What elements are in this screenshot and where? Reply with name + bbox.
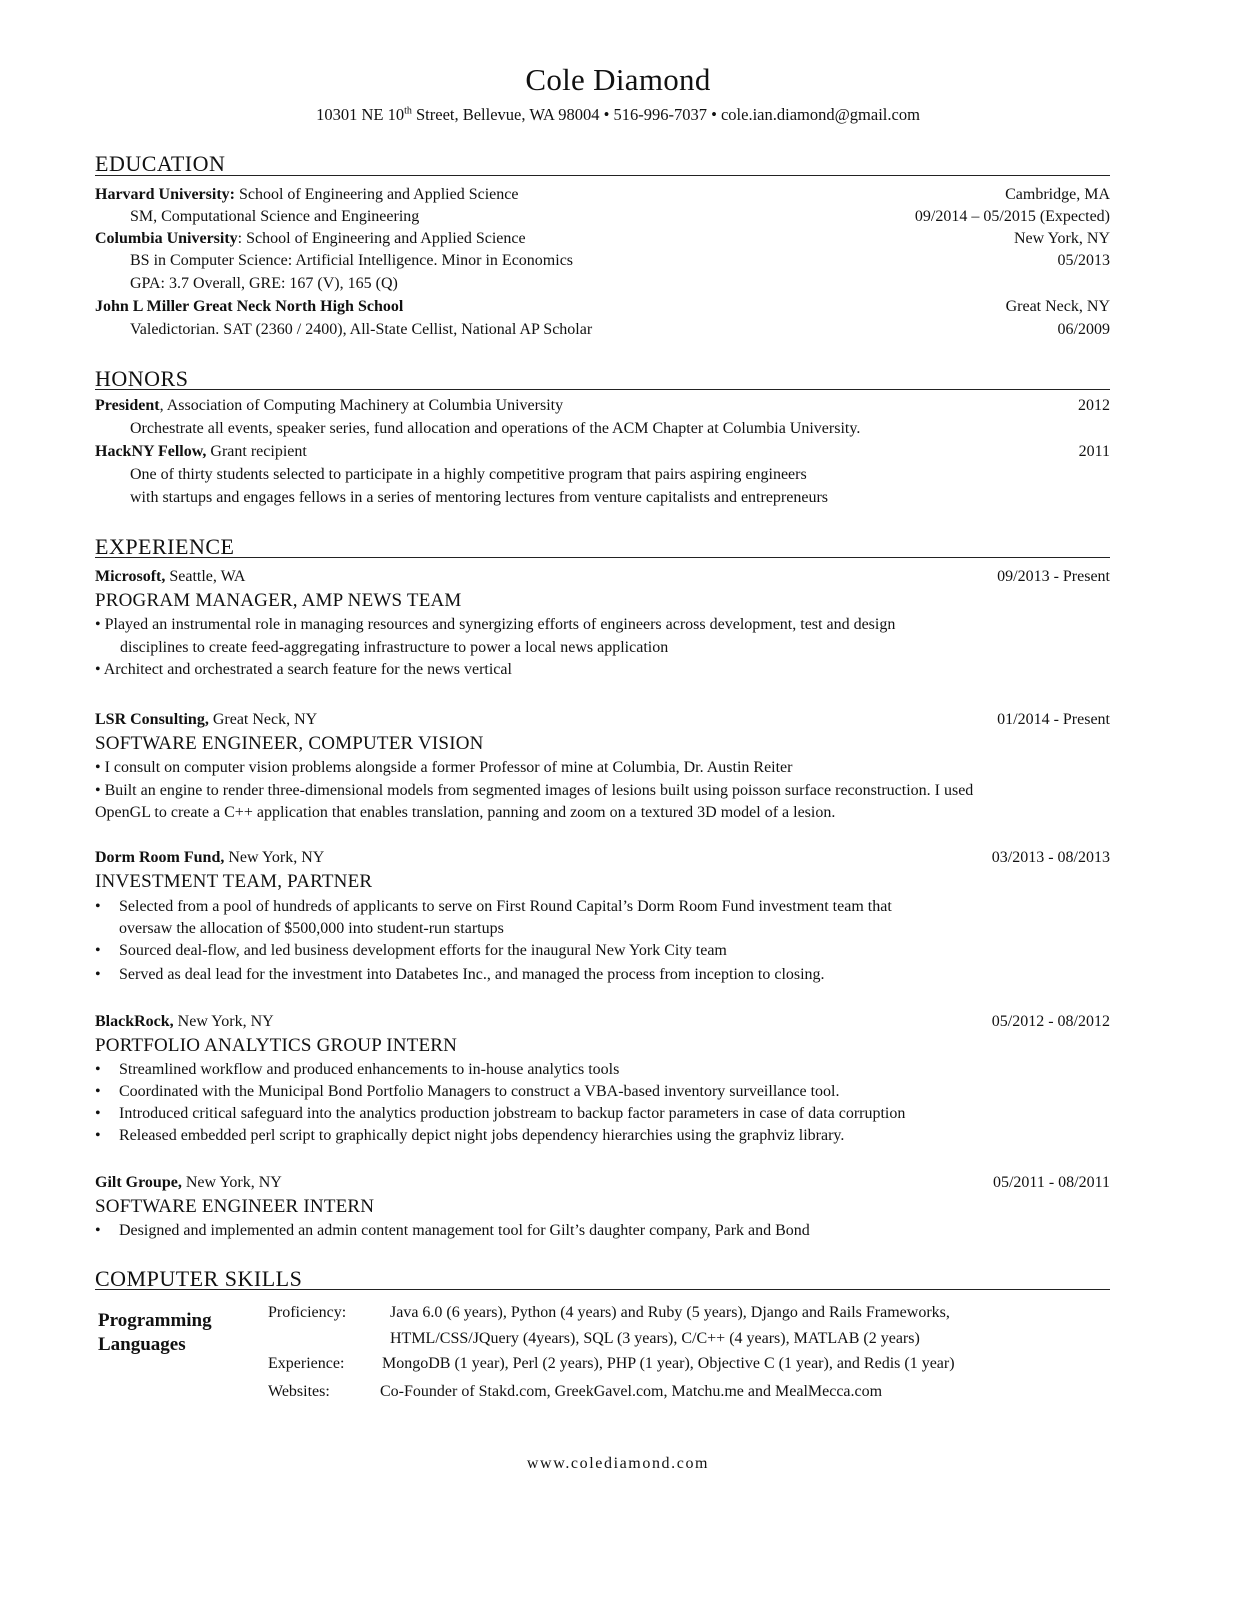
job-dates: 09/2013 - Present xyxy=(997,568,1110,585)
school-location: New York, NY xyxy=(1013,230,1110,247)
job-dates: 05/2011 - 08/2011 xyxy=(992,1174,1110,1191)
degree: BS in Computer Science: Artificial Intelligence. Minor in Economics xyxy=(130,252,574,269)
honor-president xyxy=(95,397,1110,419)
bullet-mark: • xyxy=(95,966,101,983)
section-rule xyxy=(95,1289,1110,1290)
bullet-mark: • xyxy=(95,942,101,959)
bullet-mark: • xyxy=(95,898,101,915)
job-role: INVESTMENT TEAM, PARTNER xyxy=(95,871,373,892)
address-start: 10301 NE 10 xyxy=(316,105,405,124)
honor-description: Orchestrate all events, speaker series, fund allocation and operations of the ACM Chapter at Columbia University. xyxy=(130,420,861,437)
degree-dates: 05/2013 xyxy=(1057,252,1110,269)
footer-website: www.colediamond.com xyxy=(526,1455,710,1472)
job-dates: 01/2014 - Present xyxy=(997,711,1110,728)
bullet-mark: • xyxy=(95,1061,101,1078)
job-bullet xyxy=(95,898,1110,920)
honor-year: 2012 xyxy=(1078,397,1110,414)
bullet-text: Coordinated with the Municipal Bond Portfolio Managers to construct a VBA-based inventory surveillance tool. xyxy=(119,1083,840,1100)
honor-org: , Association of Computing Machinery at Columbia University xyxy=(159,397,564,414)
company-location: Great Neck, NY xyxy=(208,711,318,728)
education-harvard-degree-row xyxy=(95,208,1110,230)
job-bullet xyxy=(95,1083,1110,1105)
resume-name: Cole Diamond xyxy=(525,62,711,97)
bullet-text: Released embedded perl script to graphically depict night jobs dependency hierarchies using the graphviz library. xyxy=(119,1127,845,1144)
job-bullet xyxy=(95,1105,1110,1127)
job-blackrock xyxy=(95,1013,1110,1035)
job-lsr xyxy=(95,711,1110,733)
job-bullet-continuation: disciplines to create feed-aggregating infrastructure to power a local news application xyxy=(120,639,669,656)
company-location: New York, NY xyxy=(181,1174,282,1191)
section-rule xyxy=(95,389,1110,390)
company-location: New York, NY xyxy=(224,849,325,866)
skill-label-proficiency: Proficiency: xyxy=(268,1304,347,1321)
bullet-text: Selected from a pool of hundreds of applicants to serve on First Round Capital’s Dorm Room Fund investment team that xyxy=(119,898,892,915)
bullet-mark: • xyxy=(95,1127,101,1144)
job-role: SOFTWARE ENGINEER, COMPUTER VISION xyxy=(95,733,484,754)
education-columbia-degree-row xyxy=(95,252,1110,274)
skill-value-experience: MongoDB (1 year), Perl (2 years), PHP (1 year), Objective C (1 year), and Redis (1 year) xyxy=(382,1355,955,1372)
job-gilt xyxy=(95,1174,1110,1196)
school-location: Great Neck, NY xyxy=(1005,298,1110,315)
honor-hackny-desc-row xyxy=(95,466,1110,488)
school-name: Columbia University xyxy=(95,230,238,247)
contact-line xyxy=(0,105,1236,125)
company-name: BlackRock, xyxy=(95,1013,174,1030)
bullet-mark: • xyxy=(95,1083,101,1100)
section-rule xyxy=(95,557,1110,558)
school-division: School of Engineering and Applied Science xyxy=(234,186,519,203)
job-bullet: • Played an instrumental role in managing resources and synergizing efforts of engineers across development, test and design xyxy=(95,616,896,633)
school-division: : School of Engineering and Applied Science xyxy=(237,230,526,247)
honor-description: with startups and engages fellows in a series of mentoring lectures from venture capitalists and entrepreneurs xyxy=(130,489,828,506)
honor-hackny-desc-row xyxy=(95,489,1110,511)
gpa: GPA: 3.7 Overall, GRE: 167 (V), 165 (Q) xyxy=(130,275,398,292)
skill-value-proficiency-2: HTML/CSS/JQuery (4years), SQL (3 years), C/C++ (4 years), MATLAB (2 years) xyxy=(390,1330,920,1347)
job-dormroom xyxy=(95,849,1110,871)
job-bullet xyxy=(95,1222,1110,1244)
section-rule xyxy=(95,175,1110,176)
school-detail: Valedictorian. SAT (2360 / 2400), All-State Cellist, National AP Scholar xyxy=(130,321,593,338)
bullet-mark: • xyxy=(95,1222,101,1239)
education-highschool-detail-row xyxy=(95,321,1110,343)
skill-value-websites: Co-Founder of Stakd.com, GreekGavel.com, Matchu.me and MealMecca.com xyxy=(380,1383,883,1400)
section-heading-skills: COMPUTER SKILLS xyxy=(95,1266,303,1291)
skill-value-proficiency: Java 6.0 (6 years), Python (4 years) and Ruby (5 years), Django and Rails Frameworks, xyxy=(390,1304,950,1321)
skill-label-experience: Experience: xyxy=(268,1355,345,1372)
job-dates: 03/2013 - 08/2013 xyxy=(991,849,1110,866)
education-harvard xyxy=(95,186,1110,208)
company-name: Dorm Room Fund, xyxy=(95,849,225,866)
school-name: John L Miller Great Neck North High School xyxy=(95,298,404,315)
education-highschool xyxy=(95,298,1110,320)
skill-label-websites: Websites: xyxy=(268,1383,330,1400)
section-heading-experience: EXPERIENCE xyxy=(95,534,235,559)
job-bullet-continuation: oversaw the allocation of $500,000 into student-run startups xyxy=(119,920,504,937)
job-bullet xyxy=(95,1127,1110,1149)
bullet-text: Designed and implemented an admin content management tool for Gilt’s daughter company, Park and Bond xyxy=(119,1222,810,1239)
degree: SM, Computational Science and Engineering xyxy=(130,208,420,225)
job-bullet: • Architect and orchestrated a search feature for the news vertical xyxy=(95,661,512,678)
job-bullet xyxy=(95,942,1110,964)
job-bullet xyxy=(95,966,1110,988)
job-microsoft xyxy=(95,568,1110,590)
bullet-text: Streamlined workflow and produced enhancements to in-house analytics tools xyxy=(119,1061,620,1078)
job-role: SOFTWARE ENGINEER INTERN xyxy=(95,1196,375,1217)
company-location: New York, NY xyxy=(173,1013,274,1030)
bullet-text: Introduced critical safeguard into the analytics production jobstream to backup factor parameters in case of data corruption xyxy=(119,1105,906,1122)
honor-title: HackNY Fellow, xyxy=(95,443,207,460)
honor-title: President xyxy=(95,397,160,414)
honor-description: One of thirty students selected to participate in a highly competitive program that pairs aspiring engineers xyxy=(130,466,807,483)
degree-dates: 09/2014 – 05/2015 (Expected) xyxy=(914,208,1110,225)
skills-category: Programming Languages xyxy=(98,1310,212,1355)
honor-president-desc-row xyxy=(95,420,1110,442)
honor-hackny xyxy=(95,443,1110,465)
education-columbia-gpa-row xyxy=(95,275,1110,297)
address-rest: Street, Bellevue, WA 98004 • 516-996-7037 • cole.ian.diamond@gmail.com xyxy=(411,105,920,124)
company-name: Microsoft, xyxy=(95,568,166,585)
address-superscript: th xyxy=(404,105,412,117)
company-name: LSR Consulting, xyxy=(95,711,209,728)
job-role: PROGRAM MANAGER, AMP NEWS TEAM xyxy=(95,590,462,611)
job-dates: 05/2012 - 08/2012 xyxy=(991,1013,1110,1030)
job-role: PORTFOLIO ANALYTICS GROUP INTERN xyxy=(95,1035,458,1056)
degree-dates: 06/2009 xyxy=(1057,321,1110,338)
section-heading-honors: HONORS xyxy=(95,366,189,391)
school-name: Harvard University: xyxy=(95,186,235,203)
honor-org: Grant recipient xyxy=(206,443,307,460)
honor-year: 2011 xyxy=(1078,443,1110,460)
bullet-text: Served as deal lead for the investment into Databetes Inc., and managed the process from inception to closing. xyxy=(119,966,825,983)
section-heading-education: EDUCATION xyxy=(95,151,226,176)
job-bullet: • Built an engine to render three-dimensional models from segmented images of lesions built using poisson surface reconstruction. I used xyxy=(95,782,974,799)
job-bullet-continuation: OpenGL to create a C++ application that enables translation, panning and zoom on a textured 3D model of a lesion. xyxy=(95,804,836,821)
company-name: Gilt Groupe, xyxy=(95,1174,182,1191)
company-location: Seattle, WA xyxy=(165,568,246,585)
bullet-mark: • xyxy=(95,1105,101,1122)
job-bullet xyxy=(95,1061,1110,1083)
school-location: Cambridge, MA xyxy=(1005,186,1110,203)
job-bullet: • I consult on computer vision problems alongside a former Professor of mine at Columbia, Dr. Austin Reiter xyxy=(95,759,793,776)
education-columbia xyxy=(95,230,1110,252)
bullet-text: Sourced deal-flow, and led business development efforts for the inaugural New York City team xyxy=(119,942,727,959)
